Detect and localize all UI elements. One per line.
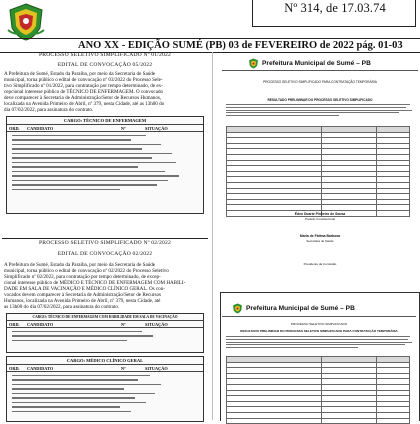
notice1-process-title: PROCESSO SELETIVO SIMPLIFICADO Nº 01/2022 [38,52,172,58]
notice1-line: cepcional interesse público de TÉCNICO DE ENFERMAGEM. O convocado [4,89,164,95]
col-numero: Nº [121,365,126,371]
col-situacao: SITUAÇÃO [145,321,168,327]
col-candidato: CANDIDATO [27,321,54,327]
right-bottom-title: Prefeitura Municipal de Sumé – PB [246,305,355,312]
notice2-table1-header [7,321,203,328]
right-top-result-title: RESULTADO PRELIMINAR DO PROCESSO SELETIVO SIMPLIFICADO [267,98,373,102]
right-bottom-process: PROCESSO SELETIVO SIMPLIFICADO [290,322,348,326]
municipal-coat-of-arms-small-icon [232,303,243,314]
masthead-edition-line: ANO XX - EDIÇÃO SUMÉ (PB) 03 de FEVEREIRO de 2022 pág. 01-03 [78,40,403,51]
notice1-body [4,71,210,113]
notice1-line: tivo Simplificado nº 01/2022, para contratação por tempo determinado, de ex- [4,83,163,89]
right-bottom-result-title: RESULTADO PRELIMINAR DO PROCESSO SELETIVO SIMPLIFICADO PARA CONTRATAÇÃO TEMPORÁRIA [240,329,398,333]
masthead-rule [0,38,420,39]
right-top-process: PROCESSO SELETIVO SIMPLIFICADO PARA CONTRATAÇÃO TEMPORÁRIA [263,80,377,84]
right-top-signature-1-role: Prefeito Constitucional [304,217,336,221]
notice2-table1-rows-scan [7,328,203,347]
col-numero: Nº [121,321,126,327]
right-top-signature-2-role: Secretária de Saúde [306,239,334,243]
col-numero: Nº [121,125,126,131]
col-ord: ORD. [9,321,20,327]
notice1-line: deve comparecer à Secretaria de Administração/Setor de Recursos Humanos, [4,95,162,101]
right-top-body-text [226,104,414,118]
notice2-cargo1-title: CARGO: TÉCNICO DE ENFERMAGEM COM HABILIDADE EM SALA DE VACINAÇÃO [7,314,203,321]
notice2-cargo2-title: CARGO: MÉDICO CLÍNICO GERAL [7,357,203,365]
notice1-cargo-title: CARGO: TÉCNICO DE ENFERMAGEM [7,117,203,125]
notice1-line: A Prefeitura de Sumé, Estado da Paraíba, por meio da Secretaria de Saúde [4,71,156,77]
municipal-coat-of-arms-icon [6,2,46,42]
col-ord: ORD. [9,125,20,131]
notice2-body [4,262,210,310]
notice2-table2-header [7,365,203,372]
notice1-line: dia 07/02/2022, para assinatura do contrato. [4,107,94,113]
notice1-line: localizada na Avenida Primeiro de Abril, nº 379, nesta Cidade, até as 13h00 do [4,101,165,107]
col-situacao: SITUAÇÃO [145,125,168,131]
right-top-rule [222,70,418,71]
right-top-signature-2-name: Maria de Fátima Barbosa [299,234,341,238]
right-top-results-table [226,126,410,217]
notice1-edital-title: EDITAL DE CONVOCAÇÃO 05/2022 [57,62,153,68]
right-top-title: Prefeitura Municipal de Sumé – PB [262,60,371,67]
right-top-signature-1-name: Éden Duarte Pinheiro de Sousa [294,212,346,216]
notice2-candidate-table-2 [6,356,204,422]
notice2-line: Simplificado nº 02/2022, para contratação por tempo determinado, de excep- [4,274,161,280]
column-divider [212,52,213,420]
notice1-table-rows-scan [7,132,203,196]
notice2-line: Humanos, localizada na Avenida Primeiro de Abril, nº 379, nesta Cidade, até [4,298,161,304]
notice1-line: municipal, torna público o edital de convocação nº 03/2022 do Processo Sele- [4,77,163,83]
right-bottom-rule [222,316,416,317]
notice2-line: A Prefeitura de Sumé, Estado da Paraíba, por meio da Secretaria de Saúde [4,262,156,268]
notice2-line: cional interesse público de MÉDICO E TÉCNICO DE ENFERMAGEM COM HABILI- [4,280,186,286]
notice2-edital-title: EDITAL DE CONVOCAÇÃO 02/2022 [57,251,153,257]
license-number: Nº 314, de 17.03.74 [284,1,386,15]
col-situacao: SITUAÇÃO [145,365,168,371]
notice1-candidate-table [6,116,204,214]
notice2-line: DADE EM SALA DE VACINAÇÃO E MÉDICO CLÍNICO GERAL. Os con- [4,286,165,292]
notice2-process-title: PROCESSO SELETIVO SIMPLIFICADO Nº 02/2022 [38,240,172,246]
notice2-candidate-table-1 [6,313,204,353]
notice2-line: as 13h00 do dia 07/02/2022, para assinatura do contrato. [4,304,120,310]
notice2-line: municipal, torna público o edital de convocação nº 02/2022 do Processo Seletivo [4,268,169,274]
notice1-table-header [7,125,203,132]
notice2-table2-rows-scan [7,372,203,418]
right-top-signature-3-name: Presidente da Comissão [303,262,337,266]
col-candidato: CANDIDATO [27,365,54,371]
right-bottom-body-text [226,336,414,350]
col-candidato: CANDIDATO [27,125,54,131]
municipal-coat-of-arms-small-icon [248,58,259,69]
col-ord: ORD. [9,365,20,371]
notice2-line: vocados devem comparecer à Secretaria de Administração/Setor de Recursos [4,292,161,298]
left-section-divider [2,238,208,239]
right-bottom-results-table [226,356,410,424]
